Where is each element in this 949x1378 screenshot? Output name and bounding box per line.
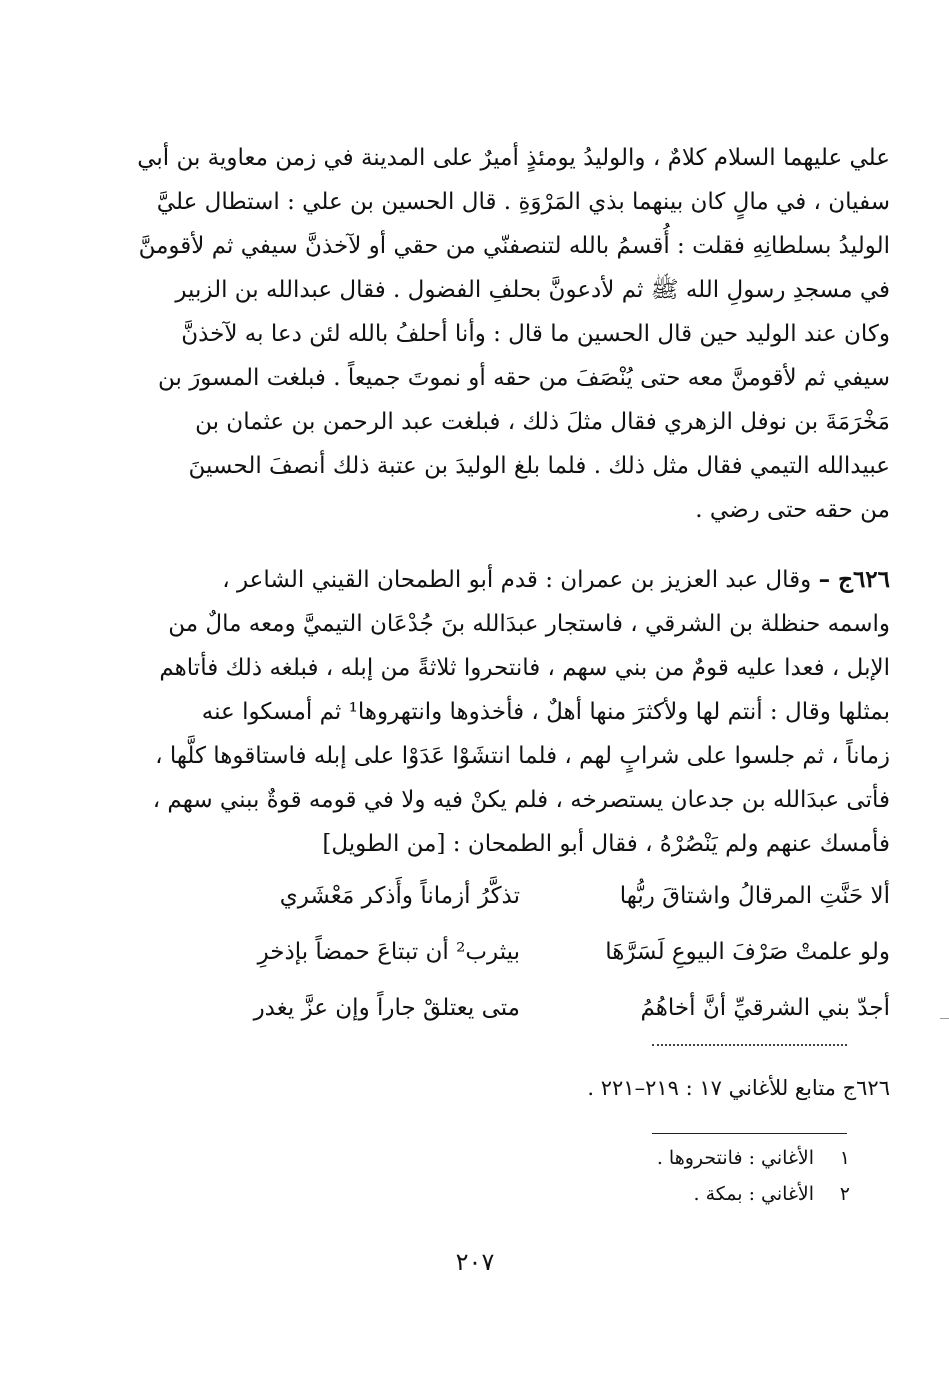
verse-first-hemistich: أجدّ بني الشرقيِّ أنَّ أخاهُمُ <box>640 995 890 1021</box>
text-line: الوليدُ بسلطانِهِ فقلت : أُقسمُ بالله لتنصفنّي من حقي أو لآخذنَّ سيفي ثم لأقومنَّ <box>138 233 890 259</box>
text-line: مَخْرَمَةَ بن نوفل الزهري فقال مثلَ ذلك ، فبلغت عبد الرحمن بن عثمان بن <box>195 409 890 435</box>
footnote <box>560 1140 850 1176</box>
source-note: ٦٢٦ج متابع للأغاني ١٧ : ٢١٩–٢٢١ . <box>587 1076 890 1100</box>
verse-first-hemistich: ولو علمتْ صَرْفَ البيوعِ لَسَرَّهَا <box>605 939 890 965</box>
footnote-text: الأغاني : بمكة . <box>693 1183 814 1205</box>
paragraph-626 <box>152 558 890 866</box>
text-line: بمثلها وقال : أنتم لها ولأكثرَ منها أهلٌ ، فأخذوها وانتهروها¹ ثم أمسكوا عنه <box>201 699 890 725</box>
text-line: سفيان ، في مالٍ كان بينهما بذي المَرْوَةِ . قال الحسين بن علي : استطال عليَّ <box>156 189 890 215</box>
poem <box>200 868 890 1036</box>
text-line: وكان عند الوليد حين قال الحسين ما قال : وأنا أحلفُ بالله لئن دعا به لآخذنَّ <box>181 321 890 347</box>
text-line: سيفي ثم لأقومنَّ معه حتى يُنْصَفَ من حقه أو نموتَ جميعاً . فبلغت المسورَ بن <box>157 365 890 391</box>
verse-first-hemistich: ألا حَنَّتِ المرقالُ واشتاقَ ربُّها <box>619 883 890 909</box>
text-line: من حقه حتى رضي . <box>695 497 890 523</box>
text-line: فأتى عبدَالله بن جدعان يستصرخه ، فلم يكنْ فيه ولا في قومه قوةٌ ببني سهم ، <box>152 787 890 813</box>
verse-second-hemistich: تذكَّرُ أزماناً وأَذكر مَعْشَري <box>279 883 520 909</box>
text-line-content: وقال عبد العزيز بن عمران : قدم أبو الطمحان القيني الشاعر ، <box>222 567 812 593</box>
verse-second-hemistich: بيثرب² أن تبتاعَ حمضاً بإذخرِ <box>257 939 520 965</box>
text-line: في مسجدِ رسولِ الله ﷺ ثم لأدعونَّ بحلفِ الفضول . فقال عبدالله بن الزبير <box>175 277 890 303</box>
footnote-text: الأغاني : فانتحروها . <box>656 1147 814 1169</box>
verse-second-hemistich: متى يعتلقْ جاراً وإن عزَّ يغدر <box>253 995 520 1021</box>
footnote <box>560 1176 850 1212</box>
text-line: عبيدالله التيمي فقال مثل ذلك . فلما بلغ الوليدَ بن عتبة ذلك أنصفَ الحسينَ <box>188 453 890 479</box>
text-line: فأمسك عنهم ولم يَنْصُرْهُ ، فقال أبو الطمحان : [من الطويل] <box>322 831 890 857</box>
text-line <box>160 558 890 602</box>
text-line: الإبل ، فعدا عليه قومٌ من بني سهم ، فانتحروا ثلاثةً من إبله ، فبلغه ذلك فأتاهم <box>159 655 890 681</box>
page-number: ٢٠٧ <box>455 1248 495 1276</box>
text-line: زماناً ، ثم جلسوا على شرابٍ لهم ، فلما انتشَوْا عَدَوْا على إبله فاستاقوها كلَّها ، <box>155 743 890 769</box>
margin-mark <box>940 1018 949 1019</box>
text-line: علي عليهما السلام كلامٌ ، والوليدُ يومئذٍ أميرٌ على المدينة في زمن معاوية بن أبي <box>137 145 890 171</box>
poem-verse <box>200 980 890 1036</box>
text-line: واسمه حنظلة بن الشرقي ، فاستجار عبدَالله بنَ جُدْعَان التيميَّ ومعه مالٌ من <box>168 611 890 637</box>
footnote-rule <box>652 1133 847 1134</box>
poem-verse <box>200 868 890 924</box>
footnote-number: ١ <box>839 1147 850 1169</box>
poem-verse <box>200 924 890 980</box>
entry-number: ٦٢٦ج – <box>818 566 890 593</box>
footnotes <box>560 1140 850 1212</box>
dotted-separator <box>652 1044 847 1046</box>
paragraph-continuation <box>137 136 890 532</box>
footnote-number: ٢ <box>839 1183 850 1205</box>
